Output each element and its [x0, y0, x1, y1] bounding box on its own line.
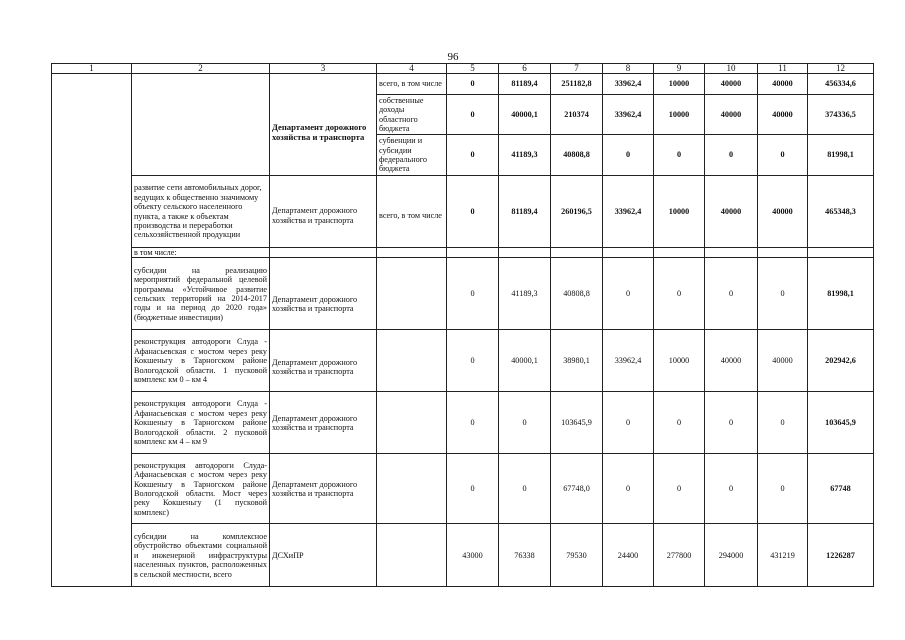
- source-cell: [377, 454, 447, 524]
- header-row: [52, 64, 874, 74]
- empty-cell: [377, 248, 447, 258]
- empty-cell: [447, 248, 499, 258]
- column-header: 3: [270, 64, 377, 74]
- value-cell: 0: [447, 135, 499, 176]
- value-cell: 76338: [499, 524, 551, 587]
- value-cell: 0: [705, 454, 758, 524]
- column-1-cell: [52, 74, 132, 587]
- source-cell: [377, 330, 447, 392]
- column-header: 6: [499, 64, 551, 74]
- item-cell: [132, 74, 270, 176]
- value-cell: 431219: [758, 524, 808, 587]
- empty-cell: [603, 248, 654, 258]
- value-cell: 251182,8: [551, 74, 603, 95]
- value-cell: 40000: [758, 95, 808, 135]
- source-cell: всего, в том числе: [377, 74, 447, 95]
- executor-cell: ДСХиПР: [270, 524, 377, 587]
- value-cell: 0: [603, 135, 654, 176]
- value-cell: 0: [447, 95, 499, 135]
- value-cell: 79530: [551, 524, 603, 587]
- value-cell: 41189,3: [499, 135, 551, 176]
- column-header: 10: [705, 64, 758, 74]
- value-cell: 103645,9: [551, 392, 603, 454]
- column-header: 4: [377, 64, 447, 74]
- table-row: [52, 524, 874, 587]
- empty-cell: [758, 248, 808, 258]
- value-cell: 40808,8: [551, 258, 603, 330]
- value-cell: 40000: [705, 74, 758, 95]
- source-cell: [377, 524, 447, 587]
- column-header: 11: [758, 64, 808, 74]
- value-cell: 33962,4: [603, 95, 654, 135]
- value-cell: 40000: [705, 176, 758, 248]
- column-header: 2: [132, 64, 270, 74]
- value-cell: 0: [447, 454, 499, 524]
- value-cell: 67748,0: [551, 454, 603, 524]
- value-cell: 10000: [654, 74, 705, 95]
- value-cell: 0: [447, 74, 499, 95]
- item-cell: развитие сети автомобильных дорог, ведущих к общественно значимому объекту сельского населенного пункта, а также к объектам производства и переработки сельхозяйственной продукции: [132, 176, 270, 248]
- empty-cell: [270, 248, 377, 258]
- value-cell: 0: [758, 258, 808, 330]
- value-cell: 40000: [705, 330, 758, 392]
- value-cell: 260196,5: [551, 176, 603, 248]
- value-cell: 465348,3: [808, 176, 874, 248]
- value-cell: 0: [705, 258, 758, 330]
- value-cell: 24400: [603, 524, 654, 587]
- item-cell: субсидии на реализацию мероприятий федеральной целевой программы «Устойчивое развитие сельских территорий на 2014-2017 годы и на период до 2020 года» (бюджетные инвестиции): [132, 258, 270, 330]
- empty-cell: [705, 248, 758, 258]
- value-cell: 43000: [447, 524, 499, 587]
- executor-cell: Департамент дорожного хозяйства и транспорта: [270, 176, 377, 248]
- executor-cell: [270, 74, 377, 176]
- table-row: [52, 392, 874, 454]
- table-row: [52, 74, 874, 95]
- source-cell: [377, 392, 447, 454]
- value-cell: 38980,1: [551, 330, 603, 392]
- executor-cell: Департамент дорожного хозяйства и транспорта: [270, 392, 377, 454]
- value-cell: 0: [705, 392, 758, 454]
- value-cell: 0: [603, 258, 654, 330]
- value-cell: 0: [705, 135, 758, 176]
- value-cell: 1226287: [808, 524, 874, 587]
- item-cell: реконструкция автодороги Слуда-Афанасьевская с мостом через реку Кокшеньгу в Тарногском районе Вологодской области. Мост через реку Кокшеньгу (1 пусковой комплекс): [132, 454, 270, 524]
- value-cell: 81998,1: [808, 258, 874, 330]
- table-row: [52, 330, 874, 392]
- value-cell: 0: [447, 176, 499, 248]
- value-cell: 40000: [758, 176, 808, 248]
- executor-cell: Департамент дорожного хозяйства и транспорта: [270, 330, 377, 392]
- column-header: 9: [654, 64, 705, 74]
- column-header: 7: [551, 64, 603, 74]
- table-row: [52, 454, 874, 524]
- value-cell: 33962,4: [603, 330, 654, 392]
- column-header: 8: [603, 64, 654, 74]
- table-row: [52, 248, 874, 258]
- value-cell: 40808,8: [551, 135, 603, 176]
- value-cell: 0: [447, 258, 499, 330]
- value-cell: 41189,3: [499, 258, 551, 330]
- page-number: 96: [447, 51, 459, 63]
- value-cell: 0: [603, 454, 654, 524]
- value-cell: 103645,9: [808, 392, 874, 454]
- value-cell: 0: [654, 258, 705, 330]
- value-cell: 0: [758, 454, 808, 524]
- value-cell: 40000,1: [499, 330, 551, 392]
- item-cell: субсидии на комплексное обустройство объектами социальной и инженерной инфраструктуры населенных пунктов, расположенных в сельской местности, всего: [132, 524, 270, 587]
- executor-cell: Департамент дорожного хозяйства и транспорта: [270, 258, 377, 330]
- value-cell: 0: [447, 330, 499, 392]
- value-cell: 0: [654, 392, 705, 454]
- value-cell: 277800: [654, 524, 705, 587]
- empty-cell: [551, 248, 603, 258]
- item-cell: в том числе:: [132, 248, 270, 258]
- value-cell: 10000: [654, 176, 705, 248]
- value-cell: 202942,6: [808, 330, 874, 392]
- value-cell: 40000: [758, 74, 808, 95]
- value-cell: 40000,1: [499, 95, 551, 135]
- column-header: 1: [52, 64, 132, 74]
- value-cell: 10000: [654, 95, 705, 135]
- table-row: [52, 176, 874, 248]
- value-cell: 10000: [654, 330, 705, 392]
- source-cell: собственные доходы областного бюджета: [377, 95, 447, 135]
- value-cell: 81189,4: [499, 176, 551, 248]
- value-cell: 210374: [551, 95, 603, 135]
- value-cell: 456334,6: [808, 74, 874, 95]
- value-cell: 33962,4: [603, 74, 654, 95]
- value-cell: 294000: [705, 524, 758, 587]
- program-table: [51, 63, 874, 587]
- column-header: 12: [808, 64, 874, 74]
- value-cell: 33962,4: [603, 176, 654, 248]
- executor-cell: Департамент дорожного хозяйства и транспорта: [270, 454, 377, 524]
- executor-text: Департамент дорожного хозяйства и транспорта: [272, 121, 367, 142]
- empty-cell: [654, 248, 705, 258]
- value-cell: 0: [758, 135, 808, 176]
- table-row: [52, 258, 874, 330]
- item-cell: реконструкция автодороги Слуда - Афанасьевская с мостом через реку Кокшеньгу в Тарногском районе Вологодской области. 2 пусковой комплекс км 4 – км 9: [132, 392, 270, 454]
- value-cell: 67748: [808, 454, 874, 524]
- source-cell: всего, в том числе: [377, 176, 447, 248]
- value-cell: 0: [447, 392, 499, 454]
- empty-cell: [499, 248, 551, 258]
- value-cell: 0: [603, 392, 654, 454]
- value-cell: 374336,5: [808, 95, 874, 135]
- value-cell: 0: [654, 135, 705, 176]
- value-cell: 0: [499, 392, 551, 454]
- source-cell: [377, 258, 447, 330]
- value-cell: 0: [654, 454, 705, 524]
- value-cell: 40000: [758, 330, 808, 392]
- value-cell: 81189,4: [499, 74, 551, 95]
- empty-cell: [808, 248, 874, 258]
- item-cell: реконструкция автодороги Слуда - Афанасьевская с мостом через реку Кокшеньгу в Тарногском районе Вологодской области. 1 пусковой комплекс км 0 – км 4: [132, 330, 270, 392]
- value-cell: 40000: [705, 95, 758, 135]
- value-cell: 0: [499, 454, 551, 524]
- value-cell: 81998,1: [808, 135, 874, 176]
- column-header: 5: [447, 64, 499, 74]
- source-cell: субвенции и субсидии федерального бюджета: [377, 135, 447, 176]
- value-cell: 0: [758, 392, 808, 454]
